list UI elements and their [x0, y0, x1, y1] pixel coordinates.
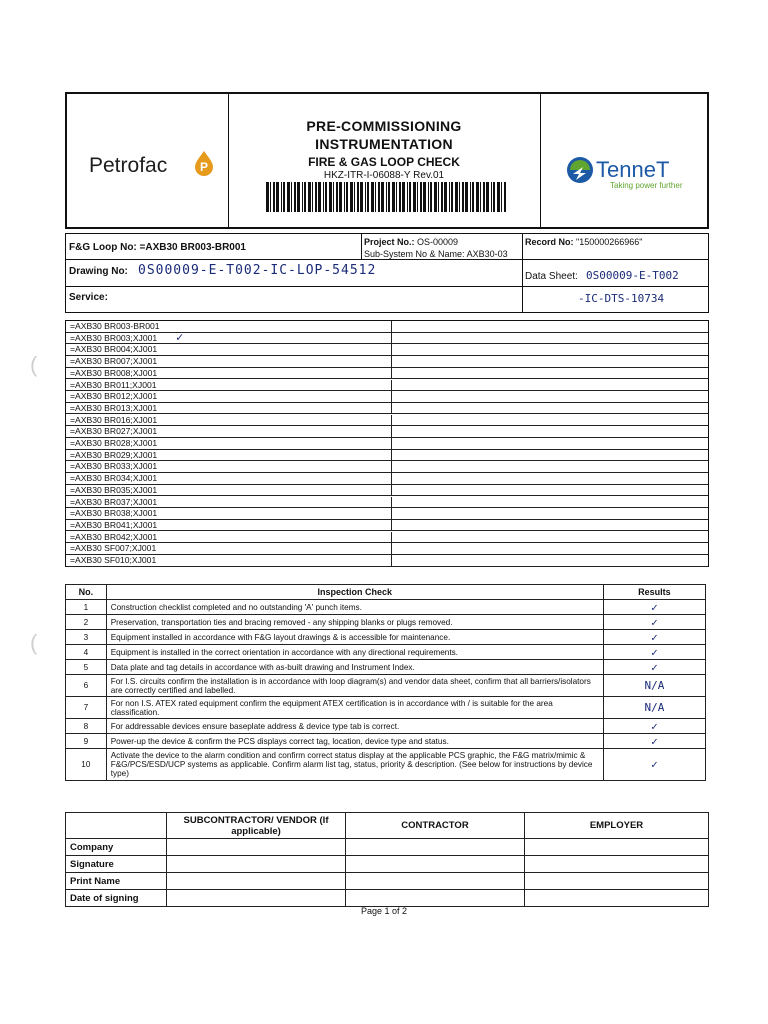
- column-divider: [391, 508, 392, 519]
- barcode-bar: [325, 182, 327, 212]
- inspection-row: [66, 734, 706, 749]
- loop-tag-text: =AXB30 BR013;XJ001: [70, 402, 158, 413]
- signature-row: [66, 856, 709, 873]
- drawing-number-value: 0S00009-E-T002-IC-LOP-54512: [138, 263, 377, 278]
- loop-tag-text: =AXB30 BR003;XJ001: [70, 332, 158, 343]
- barcode-bar: [297, 182, 300, 212]
- signature-cell-employer[interactable]: [525, 856, 709, 873]
- loop-tag-row: [66, 555, 708, 567]
- column-divider: [391, 497, 392, 508]
- barcode-bar: [281, 182, 282, 212]
- loop-tag-row: [66, 450, 708, 462]
- inspection-text: Power-up the device & confirm the PCS displays correct tag, location, device type and status.: [106, 734, 603, 749]
- column-divider: [391, 415, 392, 426]
- barcode-bar: [266, 182, 269, 212]
- signature-cell-employer[interactable]: [525, 839, 709, 856]
- barcode-bar: [465, 182, 468, 212]
- column-divider: [391, 543, 392, 554]
- loop-tag-text: =AXB30 BR028;XJ001: [70, 438, 158, 448]
- inspection-number: 8: [66, 719, 107, 734]
- loop-tag-text: =AXB30 BR042;XJ001: [70, 531, 158, 542]
- column-divider: [391, 391, 392, 402]
- column-divider: [391, 520, 392, 531]
- signature-cell-vendor[interactable]: [167, 856, 346, 873]
- loop-tag-text: =AXB30 SF007;XJ001: [70, 543, 157, 554]
- inspection-number: 5: [66, 660, 107, 675]
- barcode-bar: [276, 182, 279, 212]
- barcode-bar: [273, 182, 275, 212]
- loop-tag-row: [66, 426, 708, 438]
- inspection-number: 4: [66, 645, 107, 660]
- loop-tag-text: =AXB30 BR041;XJ001: [70, 519, 158, 530]
- petrofac-wordmark: Petrofac: [89, 154, 168, 177]
- inspection-number: 7: [66, 697, 107, 719]
- signature-cell-vendor[interactable]: [167, 873, 346, 890]
- signature-row: [66, 873, 709, 890]
- barcode-bar: [312, 182, 313, 212]
- column-divider: [391, 438, 392, 449]
- svg-text:P: P: [200, 160, 209, 174]
- inspection-row: [66, 645, 706, 660]
- signature-row-label: Date of signing: [66, 890, 167, 907]
- barcode-bar: [438, 182, 439, 212]
- title-line-3: FIRE & GAS LOOP CHECK: [308, 155, 460, 169]
- barcode-bar: [449, 182, 450, 212]
- barcode-bar: [459, 182, 460, 212]
- data-sheet-value-2: -IC-DTS-10734: [578, 292, 665, 305]
- column-header-results: Results: [603, 585, 705, 600]
- inspection-text: Construction checklist completed and no outstanding 'A' punch items.: [106, 600, 603, 615]
- drawing-number-label: Drawing No:: [69, 266, 128, 277]
- signature-row-label: Signature: [66, 856, 167, 873]
- inspection-number: 9: [66, 734, 107, 749]
- barcode-bar: [407, 182, 408, 212]
- loop-tag-text: =AXB30 BR029;XJ001: [70, 449, 158, 460]
- loop-tag-text: =AXB30 BR016;XJ001: [70, 414, 158, 425]
- loop-tag-text: =AXB30 BR008;XJ001: [70, 367, 158, 378]
- column-divider: [391, 473, 392, 484]
- signature-row: [66, 890, 709, 907]
- barcode-bar: [483, 182, 485, 212]
- data-sheet-label: Data Sheet:: [525, 271, 578, 282]
- column-divider: [391, 426, 392, 437]
- column-header-inspection: Inspection Check: [106, 585, 603, 600]
- loop-tag-text: =AXB30 BR011;XJ001: [70, 379, 157, 390]
- barcode-bar: [399, 182, 401, 212]
- barcode-bar: [302, 182, 303, 212]
- document-header: [65, 92, 709, 229]
- barcode-bar: [480, 182, 481, 212]
- inspection-result[interactable]: ✓: [603, 734, 705, 749]
- barcode-bar: [470, 182, 471, 212]
- signature-cell-employer[interactable]: [525, 873, 709, 890]
- barcode-bar: [304, 182, 306, 212]
- signature-table: [65, 812, 709, 907]
- barcode-bar: [423, 182, 426, 212]
- barcode-bar: [455, 182, 458, 212]
- divider: [66, 286, 708, 287]
- barcode-bar: [350, 182, 353, 212]
- loop-tag-row: [66, 415, 708, 427]
- title-line-1: PRE-COMMISSIONING: [306, 118, 462, 134]
- divider: [522, 234, 523, 312]
- loop-tag-row: [66, 438, 708, 450]
- column-divider: [391, 532, 392, 543]
- column-divider: [391, 368, 392, 379]
- loop-tag-text: =AXB30 BR037;XJ001: [70, 496, 158, 507]
- inspection-text: Preservation, transportation ties and bracing removed - any shipping blanks or plugs removed.: [106, 615, 603, 630]
- loop-number-label: F&G Loop No:: [69, 242, 137, 253]
- barcode-bar: [491, 182, 492, 212]
- loop-tag-row: [66, 532, 708, 544]
- barcode-bar: [329, 182, 332, 212]
- barcode-bar: [354, 182, 355, 212]
- barcode-bar: [409, 182, 411, 212]
- document-reference: HKZ-ITR-I-06088-Y Rev.01: [323, 170, 445, 181]
- tennet-logo: [564, 150, 704, 194]
- loop-tag-text: =AXB30 BR038;XJ001: [70, 508, 158, 519]
- signature-header-row: [66, 813, 709, 839]
- loop-tag-row: [66, 321, 708, 333]
- blank-header-cell: [66, 813, 167, 839]
- barcode-bar: [388, 182, 390, 212]
- petrofac-drop-icon: [193, 150, 215, 176]
- barcode-bar: [315, 182, 317, 212]
- inspection-number: 10: [66, 749, 107, 781]
- barcode-bar: [472, 182, 474, 212]
- inspection-result[interactable]: N/A: [603, 675, 705, 697]
- inspection-row: [66, 660, 706, 675]
- barcode-bar: [486, 182, 489, 212]
- loop-tag-text: =AXB30 BR012;XJ001: [70, 391, 158, 402]
- record-number-value: "150000266966": [576, 237, 643, 247]
- barcode-bar: [417, 182, 418, 212]
- column-divider: [391, 555, 392, 566]
- inspection-result[interactable]: ✓: [603, 600, 705, 615]
- barcode-bar: [323, 182, 324, 212]
- loop-tag-row: [66, 485, 708, 497]
- inspection-row: [66, 697, 706, 719]
- barcode-bar: [378, 182, 380, 212]
- column-divider: [391, 461, 392, 472]
- barcode-bar: [291, 182, 292, 212]
- column-header-contractor: CONTRACTOR: [346, 813, 525, 839]
- loop-tag-row: [66, 368, 708, 380]
- column-divider: [391, 485, 392, 496]
- loop-tag-text: =AXB30 BR003-BR001: [70, 321, 160, 331]
- column-header-no: No.: [66, 585, 107, 600]
- data-sheet-value-1: 0S00009-E-T002: [586, 269, 679, 282]
- page-number: Page 1 of 2: [360, 906, 408, 916]
- record-number-field: [525, 237, 643, 247]
- barcode-bar: [504, 182, 506, 212]
- barcode-bar: [396, 182, 397, 212]
- inspection-row: [66, 600, 706, 615]
- inspection-row: [66, 615, 706, 630]
- barcode-bar: [402, 182, 405, 212]
- loop-tag-row: [66, 344, 708, 356]
- punch-hole-mark: (: [30, 352, 38, 377]
- tick-mark: ✓: [176, 329, 184, 344]
- barcode-bar: [346, 182, 348, 212]
- barcode-bar: [339, 182, 342, 212]
- loop-tag-row: [66, 391, 708, 403]
- inspection-check-table: [65, 584, 706, 781]
- inspection-result[interactable]: N/A: [603, 697, 705, 719]
- signature-cell-vendor[interactable]: [167, 890, 346, 907]
- barcode-bar: [270, 182, 271, 212]
- loop-number-value: =AXB30 BR003-BR001: [139, 242, 246, 253]
- inspection-row: [66, 675, 706, 697]
- barcode-bar: [451, 182, 453, 212]
- loop-tag-row: [66, 403, 708, 415]
- loop-tag-row: [66, 473, 708, 485]
- signature-cell-vendor[interactable]: [167, 839, 346, 856]
- barcode-bar: [375, 182, 376, 212]
- column-divider: [391, 403, 392, 414]
- barcode-bar: [420, 182, 422, 212]
- barcode-bar: [318, 182, 321, 212]
- column-divider: [391, 450, 392, 461]
- title-cell: [228, 94, 541, 227]
- tennet-logo-cell: [540, 94, 707, 227]
- loop-tag-text: =AXB30 BR027;XJ001: [70, 426, 158, 437]
- inspection-text: Equipment is installed in the correct orientation in accordance with any directional requirements.: [106, 645, 603, 660]
- barcode-bar: [501, 182, 502, 212]
- barcode-bar: [294, 182, 296, 212]
- title-line-2: INSTRUMENTATION: [315, 136, 453, 152]
- signature-cell-contractor[interactable]: [346, 839, 525, 856]
- loop-tag-text: =AXB30 BR033;XJ001: [70, 461, 158, 472]
- inspection-text: Data plate and tag details in accordance with as-built drawing and Instrument Index.: [106, 660, 603, 675]
- column-divider: [391, 333, 392, 344]
- inspection-number: 1: [66, 600, 107, 615]
- inspection-result[interactable]: ✓: [603, 660, 705, 675]
- barcode-bar: [497, 182, 500, 212]
- inspection-result[interactable]: ✓: [603, 719, 705, 734]
- inspection-number: 6: [66, 675, 107, 697]
- subsystem-field: [364, 249, 508, 259]
- barcode-bar: [444, 182, 447, 212]
- barcode-bar: [386, 182, 387, 212]
- inspection-number: 2: [66, 615, 107, 630]
- barcode-bar: [428, 182, 429, 212]
- barcode-image: [266, 182, 508, 212]
- subsystem-label: Sub-System No & Name:: [364, 249, 465, 259]
- inspection-number: 3: [66, 630, 107, 645]
- project-number-label: Project No.:: [364, 237, 415, 247]
- service-label: Service:: [69, 292, 108, 303]
- column-divider: [391, 356, 392, 367]
- inspection-text: Equipment installed in accordance with F&G layout drawings & is accessible for maintenance.: [106, 630, 603, 645]
- loop-tag-row: [66, 380, 708, 392]
- barcode-bar: [381, 182, 384, 212]
- loop-tag-row: [66, 508, 708, 520]
- inspection-text: Activate the device to the alarm condition and confirm correct status display at the applicable PCS graphic, the F&G matrix/mimic & F&G/PCS/ESD/UCP systems as applicable. Confirm alarm list tag, status, priority & description. (See below for instructions by device type): [106, 749, 603, 781]
- barcode-bar: [493, 182, 495, 212]
- signature-cell-contractor[interactable]: [346, 873, 525, 890]
- loop-tag-row: [66, 520, 708, 532]
- punch-hole-mark: (: [30, 630, 38, 655]
- barcode-bar: [360, 182, 363, 212]
- barcode-bar: [476, 182, 479, 212]
- column-header-employer: EMPLOYER: [525, 813, 709, 839]
- inspection-result[interactable]: ✓: [603, 645, 705, 660]
- inspection-text: For addressable devices ensure baseplate address & device type tab is correct.: [106, 719, 603, 734]
- column-divider: [391, 344, 392, 355]
- loop-tag-text: =AXB30 SF010;XJ001: [70, 555, 157, 565]
- loop-tag-text: =AXB30 BR007;XJ001: [70, 356, 158, 367]
- loop-tag-list: [65, 320, 709, 567]
- inspection-text: For I.S. circuits confirm the installation is in accordance with loop diagram(s) and vendor data sheet, confirm that all barriers/isolators are correctly certified and labelled.: [106, 675, 603, 697]
- signature-cell-contractor[interactable]: [346, 856, 525, 873]
- barcode-bar: [333, 182, 334, 212]
- loop-tag-row: [66, 497, 708, 509]
- inspection-result[interactable]: ✓: [603, 749, 705, 781]
- loop-tag-text: =AXB30 BR004;XJ001: [70, 344, 158, 355]
- column-divider: [391, 380, 392, 391]
- table-header-row: [66, 585, 706, 600]
- barcode-bar: [308, 182, 311, 212]
- barcode-bar: [367, 182, 369, 212]
- barcode-bar: [287, 182, 290, 212]
- column-header-vendor: SUBCONTRACTOR/ VENDOR (If applicable): [167, 813, 346, 839]
- loop-tag-row: [66, 543, 708, 555]
- loop-tag-row: [66, 329, 708, 345]
- divider: [66, 259, 708, 260]
- barcode-bar: [283, 182, 285, 212]
- inspection-result[interactable]: ✓: [603, 630, 705, 645]
- barcode-bar: [344, 182, 345, 212]
- loop-tag-text: =AXB30 BR035;XJ001: [70, 484, 158, 495]
- column-divider: [391, 321, 392, 332]
- loop-tag-row: [66, 461, 708, 473]
- barcode-bar: [434, 182, 437, 212]
- loop-number-field: [69, 242, 246, 253]
- inspection-result[interactable]: ✓: [603, 615, 705, 630]
- signature-cell-employer[interactable]: [525, 890, 709, 907]
- tennet-tagline: Taking power further: [610, 181, 683, 190]
- signature-cell-contractor[interactable]: [346, 890, 525, 907]
- tennet-wordmark: TenneT: [596, 157, 670, 182]
- barcode-bar: [392, 182, 395, 212]
- loop-tag-text: =AXB30 BR034;XJ001: [70, 473, 158, 484]
- inspection-row: [66, 719, 706, 734]
- project-number-value: OS-00009: [417, 237, 459, 247]
- inspection-row: [66, 749, 706, 781]
- barcode-bar: [413, 182, 416, 212]
- project-number-field: [364, 237, 458, 247]
- barcode-bar: [357, 182, 359, 212]
- signature-row-label: Company: [66, 839, 167, 856]
- barcode-bar: [371, 182, 374, 212]
- signature-row-label: Print Name: [66, 873, 167, 890]
- inspection-text: For non I.S. ATEX rated equipment confirm the equipment ATEX certification is in accordance with / is suitable for the area classification.: [106, 697, 603, 719]
- barcode-bar: [336, 182, 338, 212]
- record-number-label: Record No:: [525, 237, 574, 247]
- barcode-bar: [462, 182, 464, 212]
- barcode-bar: [441, 182, 443, 212]
- signature-row: [66, 839, 709, 856]
- loop-tag-row: [66, 356, 708, 368]
- subsystem-value: AXB30-03: [466, 249, 508, 259]
- petrofac-logo-cell: [67, 94, 229, 227]
- barcode-bar: [365, 182, 366, 212]
- divider: [361, 234, 362, 259]
- barcode-bar: [430, 182, 432, 212]
- inspection-row: [66, 630, 706, 645]
- loop-info-block: [65, 233, 709, 313]
